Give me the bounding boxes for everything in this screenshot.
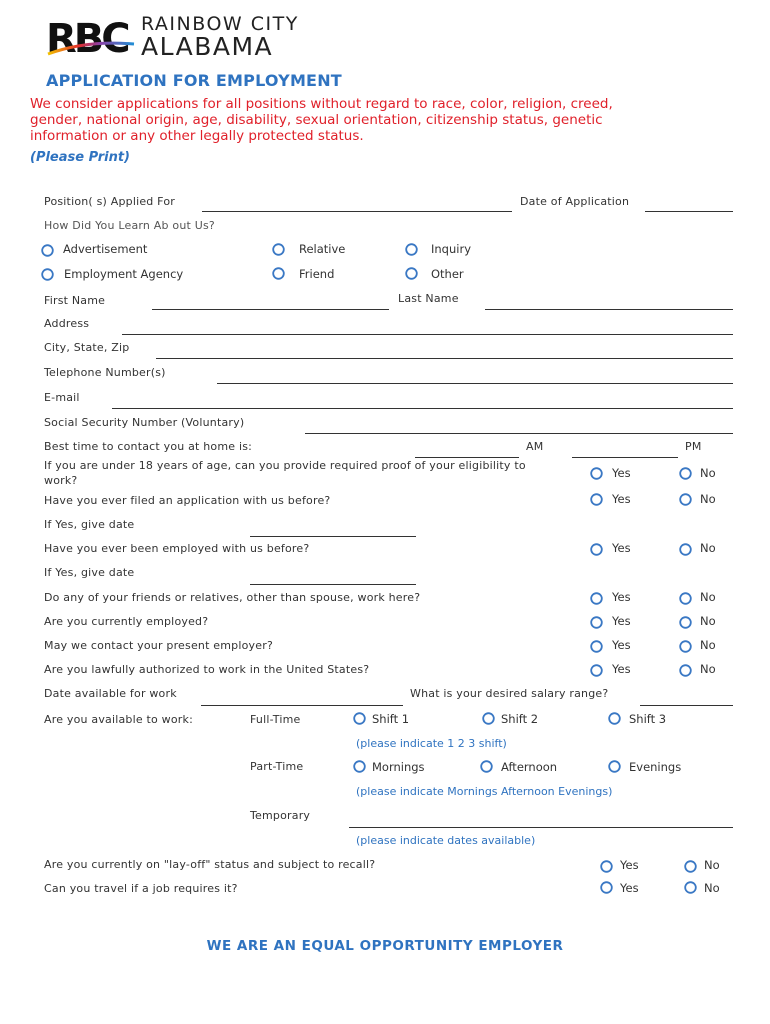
last-name-label: Last Name — [398, 292, 459, 305]
friends-no-radio[interactable] — [679, 592, 692, 605]
contact-yes-label: Yes — [612, 638, 631, 652]
evenings-label: Evenings — [629, 760, 682, 774]
address-input[interactable] — [122, 334, 733, 335]
authorized-label: Are you lawfully authorized to work in the United States? — [44, 663, 370, 676]
employed-yes-label: Yes — [612, 541, 631, 555]
filed-no-label: No — [700, 492, 716, 506]
contact-no-radio[interactable] — [679, 640, 692, 653]
other-label: Other — [431, 267, 464, 281]
currently-employed-label: Are you currently employed? — [44, 615, 209, 628]
contact-yes-radio[interactable] — [590, 640, 603, 653]
ssn-input[interactable] — [305, 433, 733, 434]
am-label: AM — [526, 440, 544, 453]
friends-no-label: No — [700, 590, 716, 604]
temporary-note: (please indicate dates available) — [356, 834, 536, 847]
under18-yes-label: Yes — [612, 466, 631, 480]
temporary-label: Temporary — [250, 809, 311, 822]
shift1-label: Shift 1 — [372, 712, 410, 726]
relative-label: Relative — [299, 242, 346, 256]
current-no-radio[interactable] — [679, 616, 692, 629]
evenings-radio[interactable] — [608, 760, 621, 773]
contact-no-label: No — [700, 638, 716, 652]
filed-before-label: Have you ever filed an application with us before? — [44, 494, 331, 507]
under18-no-label: No — [700, 466, 716, 480]
pm-label: PM — [685, 440, 702, 453]
under18-no-radio[interactable] — [679, 467, 692, 480]
authorized-no-label: No — [700, 662, 716, 676]
travel-yes-label: Yes — [620, 881, 639, 895]
afternoon-radio[interactable] — [480, 760, 493, 773]
mornings-label: Mornings — [372, 760, 425, 774]
telephone-input[interactable] — [217, 383, 733, 384]
filed-yes-radio[interactable] — [590, 493, 603, 506]
if-yes-date2-label: If Yes, give date — [44, 566, 135, 579]
current-no-label: No — [700, 614, 716, 628]
layoff-yes-label: Yes — [620, 858, 639, 872]
friends-yes-label: Yes — [612, 590, 631, 604]
travel-yes-radio[interactable] — [600, 881, 613, 894]
date-application-input[interactable] — [645, 211, 733, 212]
current-yes-label: Yes — [612, 614, 631, 628]
under18-label-line2: work? — [44, 474, 78, 487]
layoff-yes-radio[interactable] — [600, 860, 613, 873]
logo-line1: RAINBOW CITY — [141, 13, 299, 35]
full-time-label: Full-Time — [250, 713, 301, 726]
position-label: Position( s) Applied For — [44, 195, 175, 208]
contact-employer-label: May we contact your present employer? — [44, 639, 273, 652]
other-radio[interactable] — [405, 267, 418, 280]
friends-yes-radio[interactable] — [590, 592, 603, 605]
employed-date-input[interactable] — [250, 584, 416, 585]
date-application-label: Date of Application — [520, 195, 630, 208]
first-name-label: First Name — [44, 294, 106, 307]
inquiry-radio[interactable] — [405, 243, 418, 256]
form-title: APPLICATION FOR EMPLOYMENT — [46, 71, 342, 90]
svg-text:RBC: RBC — [46, 16, 128, 60]
employed-no-label: No — [700, 541, 716, 555]
first-name-input[interactable] — [152, 309, 389, 310]
last-name-input[interactable] — [485, 309, 733, 310]
employed-no-radio[interactable] — [679, 543, 692, 556]
telephone-label: Telephone Number(s) — [44, 366, 166, 379]
part-time-note: (please indicate Mornings Afternoon Evenings) — [356, 785, 613, 798]
eeo-notice: We consider applications for all positions without regard to race, color, religion, creed, gender, national origin, age, disability, sexual orientation, citizenship status, genetic information or any other legally protected status. — [30, 96, 613, 144]
ssn-label: Social Security Number (Voluntary) — [44, 416, 245, 429]
filed-no-radio[interactable] — [679, 493, 692, 506]
shift-note: (please indicate 1 2 3 shift) — [356, 737, 507, 750]
salary-label: What is your desired salary range? — [410, 687, 609, 700]
filed-date-input[interactable] — [250, 536, 416, 537]
employment-agency-label: Employment Agency — [64, 267, 184, 281]
shift1-radio[interactable] — [353, 712, 366, 725]
date-available-input[interactable] — [201, 705, 403, 706]
advertisement-radio[interactable] — [41, 244, 54, 257]
address-label: Address — [44, 317, 90, 330]
current-yes-radio[interactable] — [590, 616, 603, 629]
email-label: E-mail — [44, 391, 80, 404]
filed-yes-label: Yes — [612, 492, 631, 506]
layoff-label: Are you currently on "lay-off" status and subject to recall? — [44, 858, 376, 871]
shift2-label: Shift 2 — [501, 712, 539, 726]
pm-time-input[interactable] — [572, 457, 678, 458]
please-print: (Please Print) — [30, 150, 131, 165]
shift2-radio[interactable] — [482, 712, 495, 725]
shift3-radio[interactable] — [608, 712, 621, 725]
under18-label-line1: If you are under 18 years of age, can you provide required proof of your eligibility to — [44, 459, 526, 472]
part-time-label: Part-Time — [250, 760, 304, 773]
layoff-no-label: No — [704, 858, 720, 872]
logo-line2: ALABAMA — [141, 32, 274, 61]
advertisement-label: Advertisement — [63, 242, 148, 256]
eoe-footer: WE ARE AN EQUAL OPPORTUNITY EMPLOYER — [206, 938, 564, 954]
travel-label: Can you travel if a job requires it? — [44, 882, 238, 895]
if-yes-date1-label: If Yes, give date — [44, 518, 135, 531]
salary-input[interactable] — [640, 705, 733, 706]
employed-before-label: Have you ever been employed with us before? — [44, 542, 310, 555]
temporary-input[interactable] — [349, 827, 733, 828]
friend-radio[interactable] — [272, 267, 285, 280]
friends-label: Do any of your friends or relatives, other than spouse, work here? — [44, 591, 421, 604]
authorized-no-radio[interactable] — [679, 664, 692, 677]
employment-agency-radio[interactable] — [41, 268, 54, 281]
travel-no-label: No — [704, 881, 720, 895]
inquiry-label: Inquiry — [431, 242, 471, 256]
authorized-yes-label: Yes — [612, 662, 631, 676]
date-available-label: Date available for work — [44, 687, 177, 700]
city-input[interactable] — [156, 358, 733, 359]
am-time-input[interactable] — [415, 457, 519, 458]
email-input[interactable] — [112, 408, 733, 409]
under18-yes-radio[interactable] — [590, 467, 603, 480]
available-to-work-label: Are you available to work: — [44, 713, 193, 726]
how-learn-label: How Did You Learn Ab out Us? — [44, 219, 215, 232]
mornings-radio[interactable] — [353, 760, 366, 773]
friend-label: Friend — [299, 267, 335, 281]
afternoon-label: Afternoon — [501, 760, 558, 774]
position-input[interactable] — [202, 211, 512, 212]
best-time-label: Best time to contact you at home is: — [44, 440, 253, 453]
layoff-no-radio[interactable] — [684, 860, 697, 873]
relative-radio[interactable] — [272, 243, 285, 256]
rbc-logo-mark — [46, 14, 136, 60]
travel-no-radio[interactable] — [684, 881, 697, 894]
shift3-label: Shift 3 — [629, 712, 667, 726]
employed-yes-radio[interactable] — [590, 543, 603, 556]
city-label: City, State, Zip — [44, 341, 130, 354]
authorized-yes-radio[interactable] — [590, 664, 603, 677]
